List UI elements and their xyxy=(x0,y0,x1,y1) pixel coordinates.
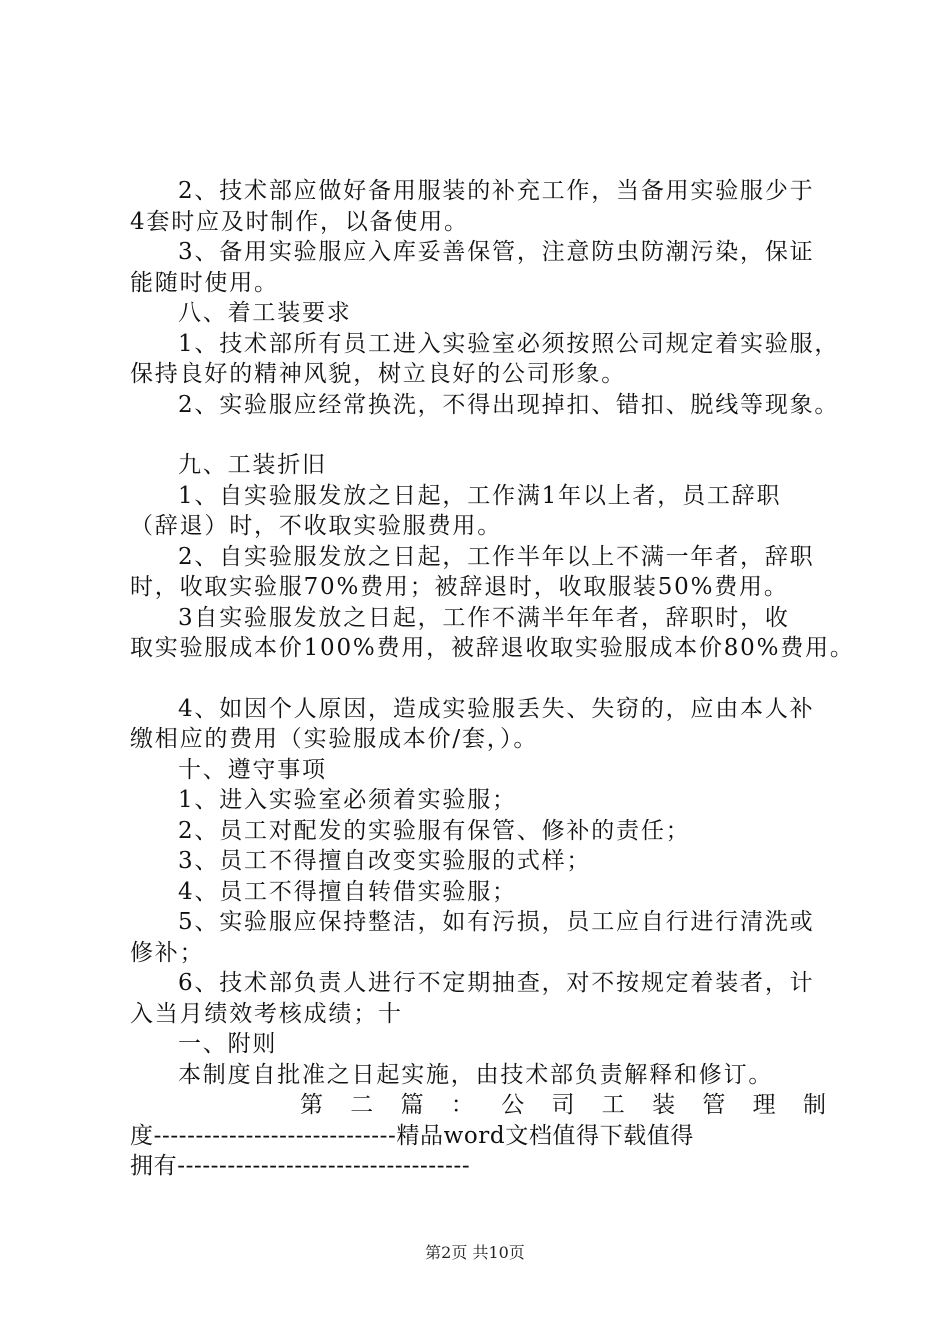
paragraph-line: 缴相应的费用（实验服成本价/套，）。 xyxy=(130,726,539,752)
heading-char: ： xyxy=(450,1092,474,1118)
heading-char: 二 xyxy=(350,1092,374,1118)
heading-char: 管 xyxy=(702,1092,726,1118)
paragraph-line: 6、技术部负责人进行不定期抽查，对不按规定着装者，计 xyxy=(178,970,815,996)
heading-char: 篇 xyxy=(400,1092,424,1118)
paragraph-line: 4、员工不得擅自转借实验服； xyxy=(178,878,517,905)
paragraph-line: 2、员工对配发的实验服有保管、修补的责任； xyxy=(178,817,691,844)
paragraph-line: 1、自实验服发放之日起，工作满1年以上者，员工辞职 xyxy=(178,482,782,509)
paragraph-line: 2、实验服应经常换洗，不得出现掉扣、错扣、脱线等现象。 xyxy=(178,391,840,418)
paragraph-line: 3、备用实验服应入库妥善保管，注意防虫防潮污染，保证 xyxy=(178,239,815,265)
document-body xyxy=(130,176,855,1182)
paragraph-line: 1、技术部所有员工进入实验室必须按照公司规定着实验服， xyxy=(178,330,840,357)
paragraph-line: 时，收取实验服70%费用；被辞退时，收取服装50%费用。 xyxy=(130,574,789,600)
paragraph-line: 3自实验服发放之日起，工作不满半年年者，辞职时，收 xyxy=(178,604,790,631)
blank-line xyxy=(130,420,830,450)
blank-line xyxy=(130,664,830,694)
paragraph-line: 2、技术部应做好备用服装的补充工作，当备用实验服少于 xyxy=(178,178,815,204)
paragraph-line: 能随时使用。 xyxy=(130,269,279,296)
heading-char: 制 xyxy=(802,1092,826,1118)
paragraph-line: 4、如因个人原因，造成实验服丢失、失窃的，应由本人补 xyxy=(178,695,815,722)
heading-char: 第 xyxy=(300,1092,323,1118)
heading-char: 司 xyxy=(551,1092,575,1118)
paragraph-line: 3、员工不得擅自改变实验服的式样； xyxy=(178,848,592,874)
paragraph-line: 1、进入实验室必须着实验服； xyxy=(178,787,517,813)
section-heading: 八、着工装要求 xyxy=(178,300,352,326)
paragraph-line: （辞退）时，不收取实验服费用。 xyxy=(130,513,502,539)
section-heading: 十、遵守事项 xyxy=(178,756,327,783)
heading-char: 公 xyxy=(501,1092,525,1118)
heading-char: 理 xyxy=(752,1092,776,1118)
paragraph-line: 入当月绩效考核成绩；十 xyxy=(130,1000,403,1027)
next-chapter-tail: 度-----------------------------精品word文档值得下载值得 xyxy=(130,1122,695,1149)
paragraph-line: 4套时应及时制作，以备使用。 xyxy=(130,208,469,235)
section-heading: 一、附则 xyxy=(178,1031,278,1057)
paragraph-line: 2、自实验服发放之日起，工作半年以上不满一年者，辞职 xyxy=(178,543,815,570)
next-chapter-heading xyxy=(130,1090,830,1121)
next-chapter-tail: 拥有----------------------------------- xyxy=(130,1153,471,1179)
paragraph-line: 保持良好的精神风貌，树立良好的公司形象。 xyxy=(130,361,626,387)
section-heading: 九、工装折旧 xyxy=(178,452,327,478)
heading-char: 工 xyxy=(601,1092,625,1118)
page-number-footer: 第2页 共10页 xyxy=(425,1243,525,1262)
paragraph-line: 取实验服成本价100%费用，被辞退收取实验服成本价80%费用。 xyxy=(130,635,855,661)
paragraph-line: 5、实验服应保持整洁，如有污损，员工应自行进行清洗或 xyxy=(178,909,815,935)
heading-char: 装 xyxy=(652,1092,676,1118)
paragraph-line: 本制度自批准之日起实施，由技术部负责解释和修订。 xyxy=(178,1061,774,1088)
paragraph-line: 修补； xyxy=(130,939,205,966)
